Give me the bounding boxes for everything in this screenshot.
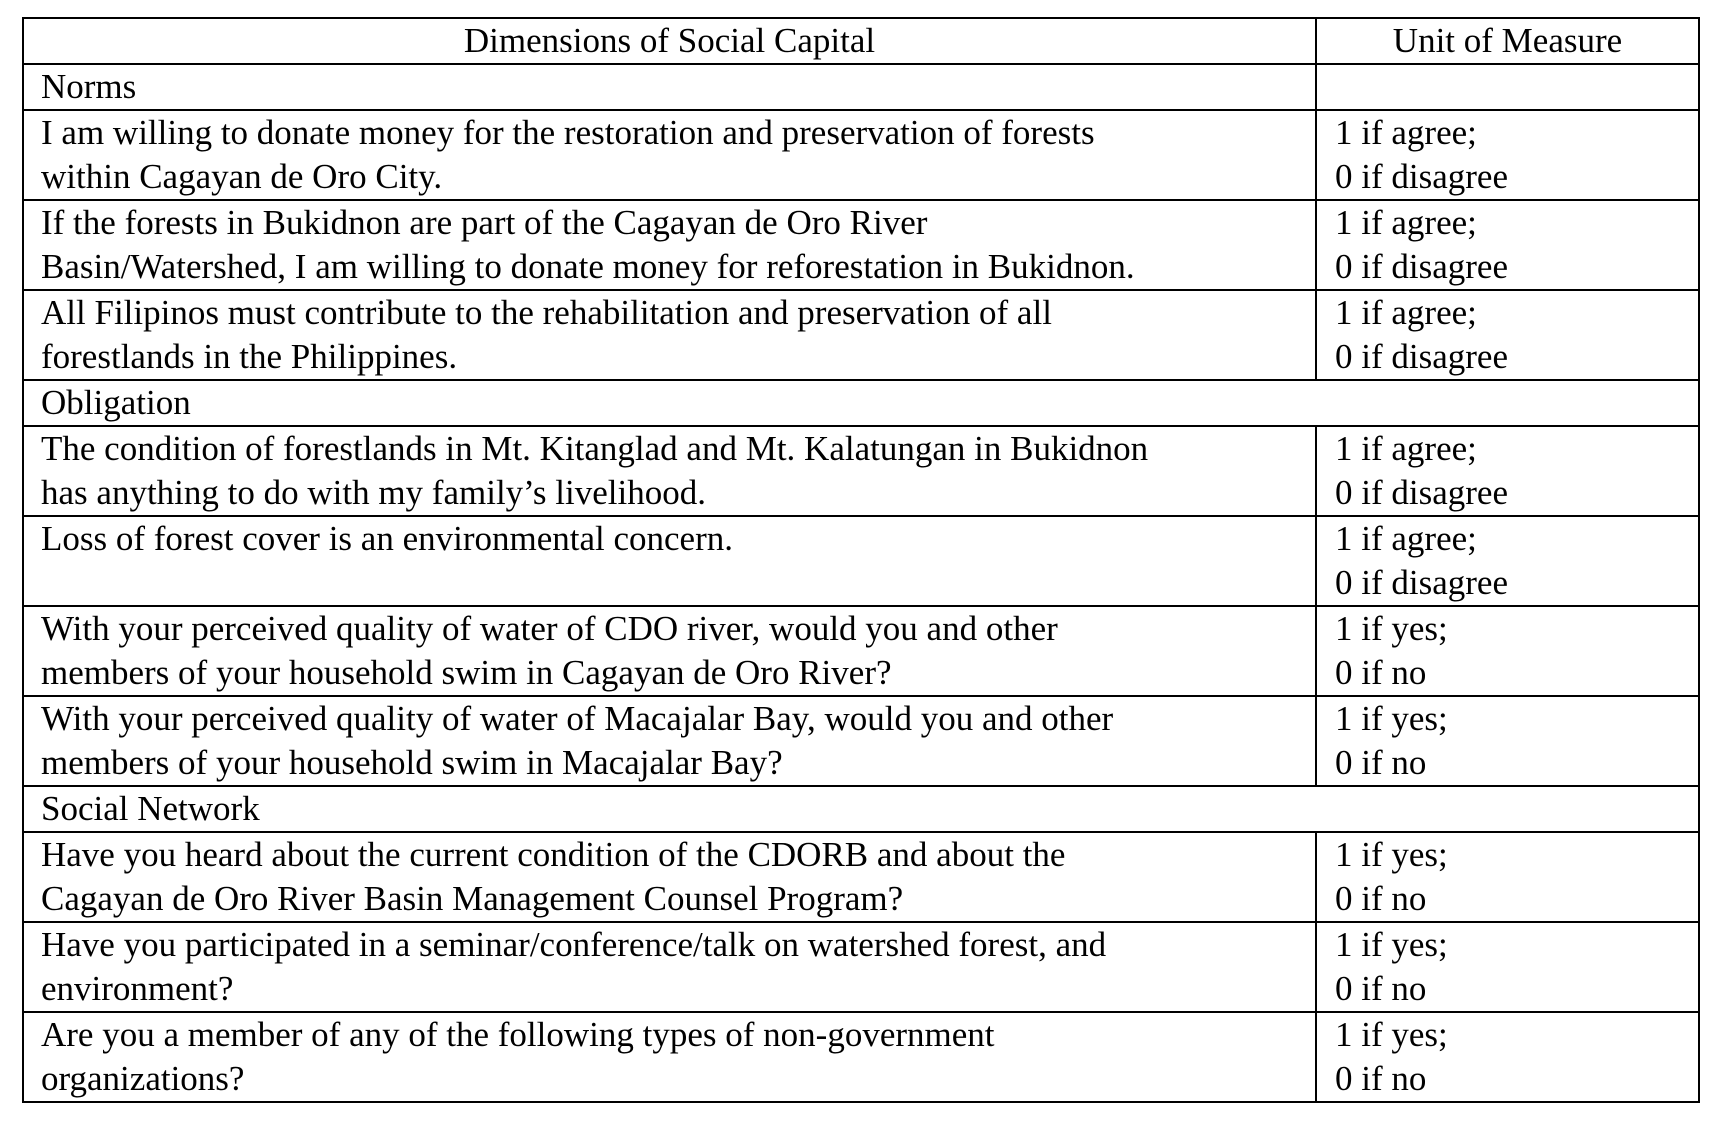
- header-unit: Unit of Measure: [1316, 18, 1699, 64]
- unit-text: 1 if yes; 0 if no: [1316, 696, 1699, 786]
- item-text: All Filipinos must contribute to the rehabilitation and preservation of all forestlands in the Philippines.: [23, 290, 1316, 380]
- item-text: The condition of forestlands in Mt. Kitanglad and Mt. Kalatungan in Bukidnon has anything to do with my family’s livelihood.: [23, 426, 1316, 516]
- table-row: [23, 426, 1699, 516]
- table-row: [23, 922, 1699, 1012]
- unit-text: 1 if agree; 0 if disagree: [1316, 110, 1699, 200]
- header-row: [23, 18, 1699, 64]
- unit-text: 1 if agree; 0 if disagree: [1316, 516, 1699, 606]
- section-title: Social Network: [23, 786, 1699, 832]
- table-row: [23, 606, 1699, 696]
- section-row-social-network: [23, 786, 1699, 832]
- item-text: I am willing to donate money for the restoration and preservation of forests within Cagayan de Oro City.: [23, 110, 1316, 200]
- section-row-norms: [23, 64, 1699, 110]
- table-row: [23, 516, 1699, 606]
- table-row: [23, 110, 1699, 200]
- social-capital-table: [22, 17, 1700, 1103]
- item-text: Have you heard about the current condition of the CDORB and about the Cagayan de Oro River Basin Management Counsel Program?: [23, 832, 1316, 922]
- unit-text: 1 if agree; 0 if disagree: [1316, 426, 1699, 516]
- table-row: [23, 696, 1699, 786]
- unit-text: 1 if yes; 0 if no: [1316, 922, 1699, 1012]
- section-title: Norms: [23, 64, 1316, 110]
- section-row-obligation: [23, 380, 1699, 426]
- table-row: [23, 1012, 1699, 1102]
- item-text: Have you participated in a seminar/conference/talk on watershed forest, and environment?: [23, 922, 1316, 1012]
- unit-text: 1 if yes; 0 if no: [1316, 606, 1699, 696]
- item-text: Are you a member of any of the following types of non-government organizations?: [23, 1012, 1316, 1102]
- table-row: [23, 832, 1699, 922]
- unit-text: 1 if agree; 0 if disagree: [1316, 290, 1699, 380]
- table-row: [23, 200, 1699, 290]
- item-text: If the forests in Bukidnon are part of the Cagayan de Oro River Basin/Watershed, I am willing to donate money for reforestation in Bukidnon.: [23, 200, 1316, 290]
- item-text: With your perceived quality of water of Macajalar Bay, would you and other members of your household swim in Macajalar Bay?: [23, 696, 1316, 786]
- table-row: [23, 290, 1699, 380]
- item-text: Loss of forest cover is an environmental concern.: [23, 516, 1316, 606]
- section-unit-empty: [1316, 64, 1699, 110]
- unit-text: 1 if yes; 0 if no: [1316, 832, 1699, 922]
- item-text: With your perceived quality of water of CDO river, would you and other members of your household swim in Cagayan de Oro River?: [23, 606, 1316, 696]
- unit-text: 1 if yes; 0 if no: [1316, 1012, 1699, 1102]
- unit-text: 1 if agree; 0 if disagree: [1316, 200, 1699, 290]
- section-title: Obligation: [23, 380, 1699, 426]
- header-dimension: Dimensions of Social Capital: [23, 18, 1316, 64]
